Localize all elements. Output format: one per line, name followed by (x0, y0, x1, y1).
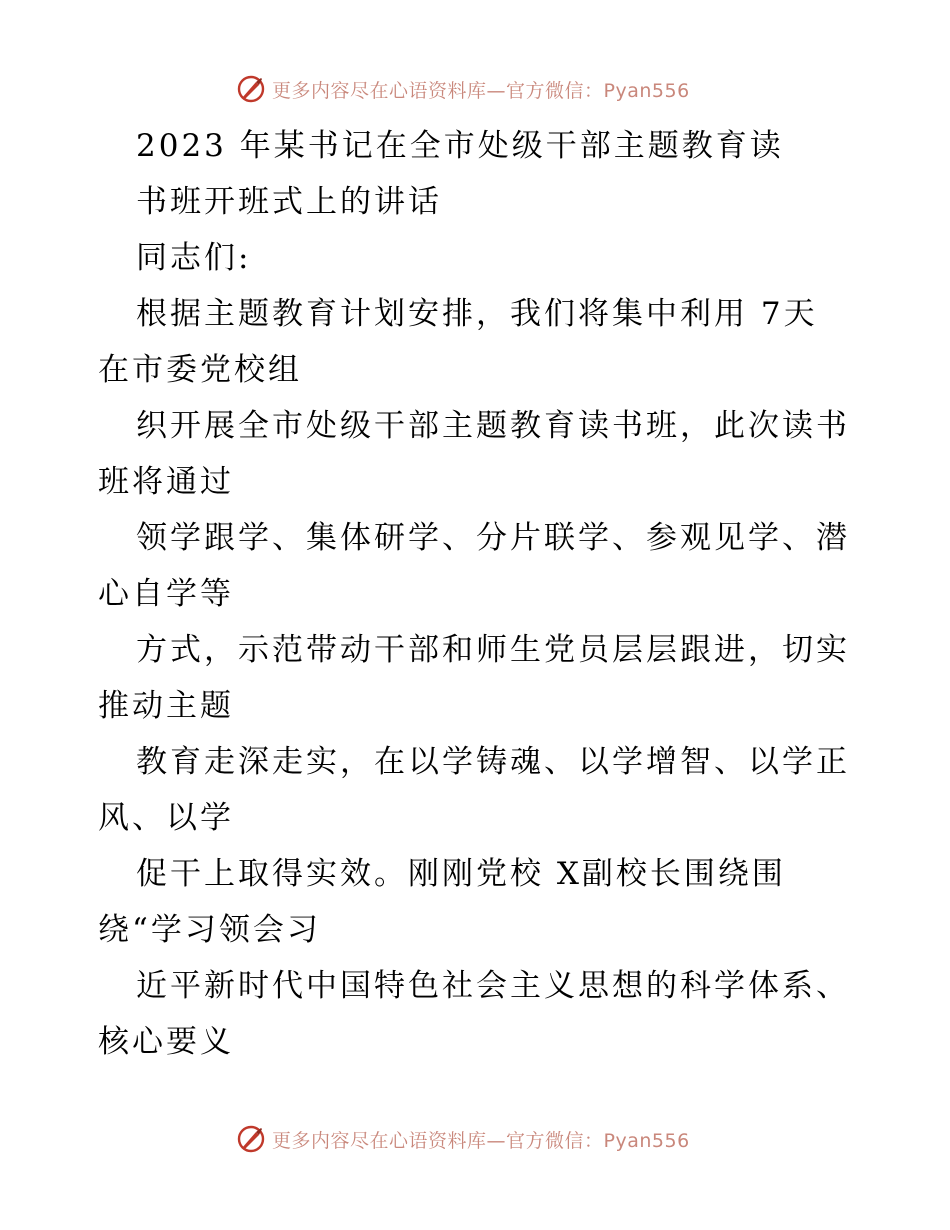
paragraph-line: 班将通过 (98, 464, 234, 500)
quill-logo-icon (236, 1124, 266, 1154)
paragraph-line: 近平新时代中国特色社会主义思想的科学体系、 (136, 968, 850, 1004)
paragraph-line: 风、以学 (98, 800, 234, 836)
paragraph-line: 促干上取得实效。刚刚党校 X副校长围绕围 (136, 856, 786, 892)
paragraph-line: 教育走深走实，在以学铸魂、以学增智、以学正 (136, 744, 850, 780)
footer-watermark-text: 更多内容尽在心语资料库—官方微信：Pyan556 (272, 1129, 690, 1152)
paragraph-line: 方式，示范带动干部和师生党员层层跟进，切实 (136, 632, 850, 668)
paragraph-line: 织开展全市处级干部主题教育读书班，此次读书 (136, 408, 850, 444)
title-line-1: 2023 年某书记在全市处级干部主题教育读 (136, 128, 784, 164)
paragraph-line: 心自学等 (98, 576, 234, 612)
paragraph-line: 在市委党校组 (98, 352, 302, 388)
paragraph-line: 根据主题教育计划安排，我们将集中利用 7天 (136, 296, 818, 332)
quill-logo-icon (236, 74, 266, 104)
footer-watermark-banner (236, 1122, 690, 1156)
salutation-line: 同志们: (136, 240, 252, 276)
paragraph-line: 核心要义 (98, 1024, 234, 1060)
document-body (98, 118, 858, 1070)
paragraph-line: 推动主题 (98, 688, 234, 724)
paragraph-line: 领学跟学、集体研学、分片联学、参观见学、潜 (136, 520, 850, 556)
header-watermark-text: 更多内容尽在心语资料库—官方微信：Pyan556 (272, 79, 690, 102)
title-line-2: 书班开班式上的讲话 (136, 184, 442, 220)
paragraph-line: 绕“学习领会习 (98, 912, 321, 948)
header-watermark-banner (236, 72, 690, 106)
